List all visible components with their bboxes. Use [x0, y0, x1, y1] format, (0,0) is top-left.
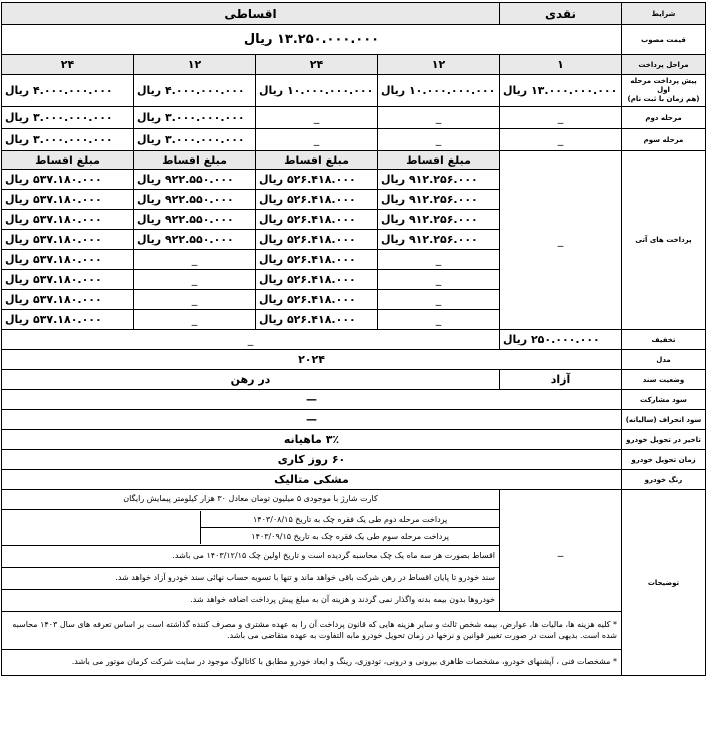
costs-note-row [1, 612, 705, 650]
gift-row [1, 490, 705, 510]
color-label: رنگ خودرو [622, 470, 706, 490]
price-sheet [2, 2, 706, 748]
partnership-value: — [1, 390, 621, 410]
gift-note: کارت شارژ با موجودی ۵ میلیون تومان معادل ۳۰ هزار کیلومتر پیمایش رایگان [1, 490, 499, 510]
stage2-note: پرداخت مرحله دوم طی یک فقره چک به تاریخ ۱۴۰۳/۰۸/۱۵ [201, 511, 499, 528]
stage3-note: پرداخت مرحله سوم طی یک فقره چک به تاریخ ۱۴۰۳/۰۹/۱۵ [201, 528, 499, 545]
installment-header: اقساطی [1, 3, 499, 25]
delay-value: ۳٪ ماهیانه [1, 430, 621, 450]
second-stage-24-a: _ [256, 107, 378, 129]
third-stage-cash: _ [500, 129, 622, 151]
stage-count-12-a: ۱۲ [378, 55, 500, 75]
first-stage-24-a: ۱۰.۰۰۰.۰۰۰.۰۰۰ ریال [256, 75, 378, 107]
deviation-value: — [1, 410, 621, 430]
first-stage-label [622, 75, 706, 107]
installment-cell: ۹۱۲.۲۵۶.۰۰۰ ریال [378, 170, 500, 190]
document-status-cash: آزاد [500, 370, 622, 390]
installment-cell: ۹۱۲.۲۵۶.۰۰۰ ریال [378, 190, 500, 210]
installment-cell: ۹۲۲.۵۵۰.۰۰۰ ریال [134, 210, 256, 230]
delivery-row [1, 450, 705, 470]
conditions-label: شرایط [622, 3, 706, 25]
deviation-row [1, 410, 705, 430]
installment-cell: ۹۱۲.۲۵۶.۰۰۰ ریال [378, 210, 500, 230]
second-stage-label: مرحله دوم [622, 107, 706, 129]
installment-cell: ۵۳۷.۱۸۰.۰۰۰ ریال [1, 230, 133, 250]
discount-row [1, 330, 705, 350]
stage-count-12-b: ۱۲ [134, 55, 256, 75]
stage-notes-spacer [2, 511, 201, 544]
installment-cell: ۵۲۶.۴۱۸.۰۰۰ ریال [256, 290, 378, 310]
second-stage-12-a: _ [378, 107, 500, 129]
installment-cell: _ [378, 250, 500, 270]
first-stage-cash: ۱۳.۰۰۰.۰۰۰.۰۰۰ ریال [500, 75, 622, 107]
delay-label: تاخیر در تحویل خودرو [622, 430, 706, 450]
second-stage-row [1, 107, 705, 129]
installment-cell: ۵۲۶.۴۱۸.۰۰۰ ریال [256, 310, 378, 330]
payment-stages-row [1, 55, 705, 75]
first-stage-title: مرحله اول [630, 76, 670, 94]
delivery-label: زمان تحویل خودرو [622, 450, 706, 470]
insurance-note: خودروها بدون بیمه بدنه واگذار نمی گردند و هزینه آن به مبلغ پیش پرداخت اضافه خواهد شد. [1, 590, 499, 612]
installment-cell: ۹۲۲.۵۵۰.۰۰۰ ریال [134, 170, 256, 190]
future-payments-label: پرداخت های آتی [622, 151, 706, 330]
installment-header-12-b: مبلغ اقساط [134, 151, 256, 170]
color-row [1, 470, 705, 490]
stage-notes-cell [1, 510, 499, 546]
installment-cell: ۵۳۷.۱۸۰.۰۰۰ ریال [1, 270, 133, 290]
approved-price-value: ۱۳.۲۵۰.۰۰۰.۰۰۰ ریال [1, 25, 621, 55]
installment-cell: ۵۳۷.۱۸۰.۰۰۰ ریال [1, 290, 133, 310]
third-stage-24-b: ۳.۰۰۰.۰۰۰.۰۰۰ ریال [1, 129, 133, 151]
price-table [1, 2, 706, 676]
approved-price-row [1, 25, 705, 55]
first-stage-24-b: ۴.۰۰۰.۰۰۰.۰۰۰ ریال [1, 75, 133, 107]
second-stage-12-b: ۳.۰۰۰.۰۰۰.۰۰۰ ریال [134, 107, 256, 129]
installment-cell: _ [134, 250, 256, 270]
document-status-label: وضعیت سند [622, 370, 706, 390]
delivery-value: ۶۰ روز کاری [1, 450, 621, 470]
prepayment-label: پیش پرداخت [653, 76, 697, 85]
future-payments-cash: _ [500, 151, 622, 330]
installment-cell: _ [378, 290, 500, 310]
second-stage-cash: _ [500, 107, 622, 129]
installment-cell: ۹۱۲.۲۵۶.۰۰۰ ریال [378, 230, 500, 250]
descriptions-side-dash: _ [500, 490, 622, 612]
installment-cell: ۵۲۶.۴۱۸.۰۰۰ ریال [256, 230, 378, 250]
installment-cell: _ [134, 290, 256, 310]
installment-cell: ۵۲۶.۴۱۸.۰۰۰ ریال [256, 190, 378, 210]
payment-stages-label: مراحل پرداخت [622, 55, 706, 75]
second-stage-24-b: ۳.۰۰۰.۰۰۰.۰۰۰ ریال [1, 107, 133, 129]
partnership-row [1, 390, 705, 410]
document-status-installment: در رهن [1, 370, 499, 390]
partnership-label: سود مشارکت [622, 390, 706, 410]
installment-cell: ۹۲۲.۵۵۰.۰۰۰ ریال [134, 230, 256, 250]
installment-cell: ۹۲۲.۵۵۰.۰۰۰ ریال [134, 190, 256, 210]
specs-note-row [1, 650, 705, 676]
installments-note: اقساط بصورت هر سه ماه یک چک محاسبه گردیده است و تاریخ اولین چک ۱۴۰۳/۱۲/۱۵ می باشد. [1, 546, 499, 568]
installment-cell: _ [378, 270, 500, 290]
stage-notes-table [2, 511, 499, 544]
third-stage-24-a: _ [256, 129, 378, 151]
approved-price-label: قیمت مصوب [622, 25, 706, 55]
model-label: مدل [622, 350, 706, 370]
discount-installment: _ [1, 330, 499, 350]
installment-header-12-a: مبلغ اقساط [378, 151, 500, 170]
installment-cell: ۵۳۷.۱۸۰.۰۰۰ ریال [1, 250, 133, 270]
installment-header-row [1, 151, 705, 170]
model-row [1, 350, 705, 370]
installment-cell: ۵۲۶.۴۱۸.۰۰۰ ریال [256, 170, 378, 190]
specs-note: * مشخصات فنی ، آپشنهای خودرو، مشخصات ظاهری بیرونی و درونی، تودوزی، رینگ و ابعاد خودرو مطابق با کاتالوگ موجود در سایت شرکت کرمان موتور می باشد. [1, 650, 621, 676]
installment-cell: ۵۲۶.۴۱۸.۰۰۰ ریال [256, 210, 378, 230]
cash-header: نقدی [500, 3, 622, 25]
mortgage-note: سند خودرو تا پایان اقساط در رهن شرکت باقی خواهد ماند و تنها با تسویه حساب نهائی سند خودرو آزاد خواهد شد. [1, 568, 499, 590]
third-stage-label: مرحله سوم [622, 129, 706, 151]
header-row [1, 3, 705, 25]
third-stage-row [1, 129, 705, 151]
registration-time-label: (هم زمان با ثبت نام) [627, 95, 700, 104]
first-stage-12-a: ۱۰.۰۰۰.۰۰۰.۰۰۰ ریال [378, 75, 500, 107]
third-stage-12-b: ۳.۰۰۰.۰۰۰.۰۰۰ ریال [134, 129, 256, 151]
installment-cell: _ [134, 270, 256, 290]
model-value: ۲۰۲۴ [1, 350, 621, 370]
installment-header-24-a: مبلغ اقساط [256, 151, 378, 170]
installment-cell: ۵۲۶.۴۱۸.۰۰۰ ریال [256, 250, 378, 270]
discount-label: تخفیف [622, 330, 706, 350]
installment-cell: ۵۳۷.۱۸۰.۰۰۰ ریال [1, 210, 133, 230]
installment-cell: _ [378, 310, 500, 330]
installment-cell: _ [134, 310, 256, 330]
deviation-label: سود انحراف (سالیانه) [622, 410, 706, 430]
first-stage-row [1, 75, 705, 107]
first-stage-12-b: ۴.۰۰۰.۰۰۰.۰۰۰ ریال [134, 75, 256, 107]
stage-count-24-b: ۲۴ [1, 55, 133, 75]
color-value: مشکی متالیک [1, 470, 621, 490]
installment-cell: ۵۳۷.۱۸۰.۰۰۰ ریال [1, 190, 133, 210]
stage-count-24-a: ۲۴ [256, 55, 378, 75]
installment-cell: ۵۲۶.۴۱۸.۰۰۰ ریال [256, 270, 378, 290]
stage-count-1: ۱ [500, 55, 622, 75]
costs-note: * کلیه هزینه ها، مالیات ها، عوارض، بیمه شخص ثالث و سایر هزینه هایی که قانون پرداخت آن را به عهده مشتری و مصرف کننده گذاشته است بر اساس تعرفه های سال ۱۴۰۳ محاسبه شده است. بدیهی است در صورت تغییر قوانین و نرخها در زمان تحویل خودرو مابه التفاوت به عهده متقاضی می باشد. [1, 612, 621, 650]
descriptions-label: توضیحات [622, 490, 706, 676]
installment-cell: ۵۳۷.۱۸۰.۰۰۰ ریال [1, 170, 133, 190]
discount-cash: ۲۵۰.۰۰۰.۰۰۰ ریال [500, 330, 622, 350]
document-status-row [1, 370, 705, 390]
installment-header-24-b: مبلغ اقساط [1, 151, 133, 170]
delay-row [1, 430, 705, 450]
third-stage-12-a: _ [378, 129, 500, 151]
installment-cell: ۵۳۷.۱۸۰.۰۰۰ ریال [1, 310, 133, 330]
